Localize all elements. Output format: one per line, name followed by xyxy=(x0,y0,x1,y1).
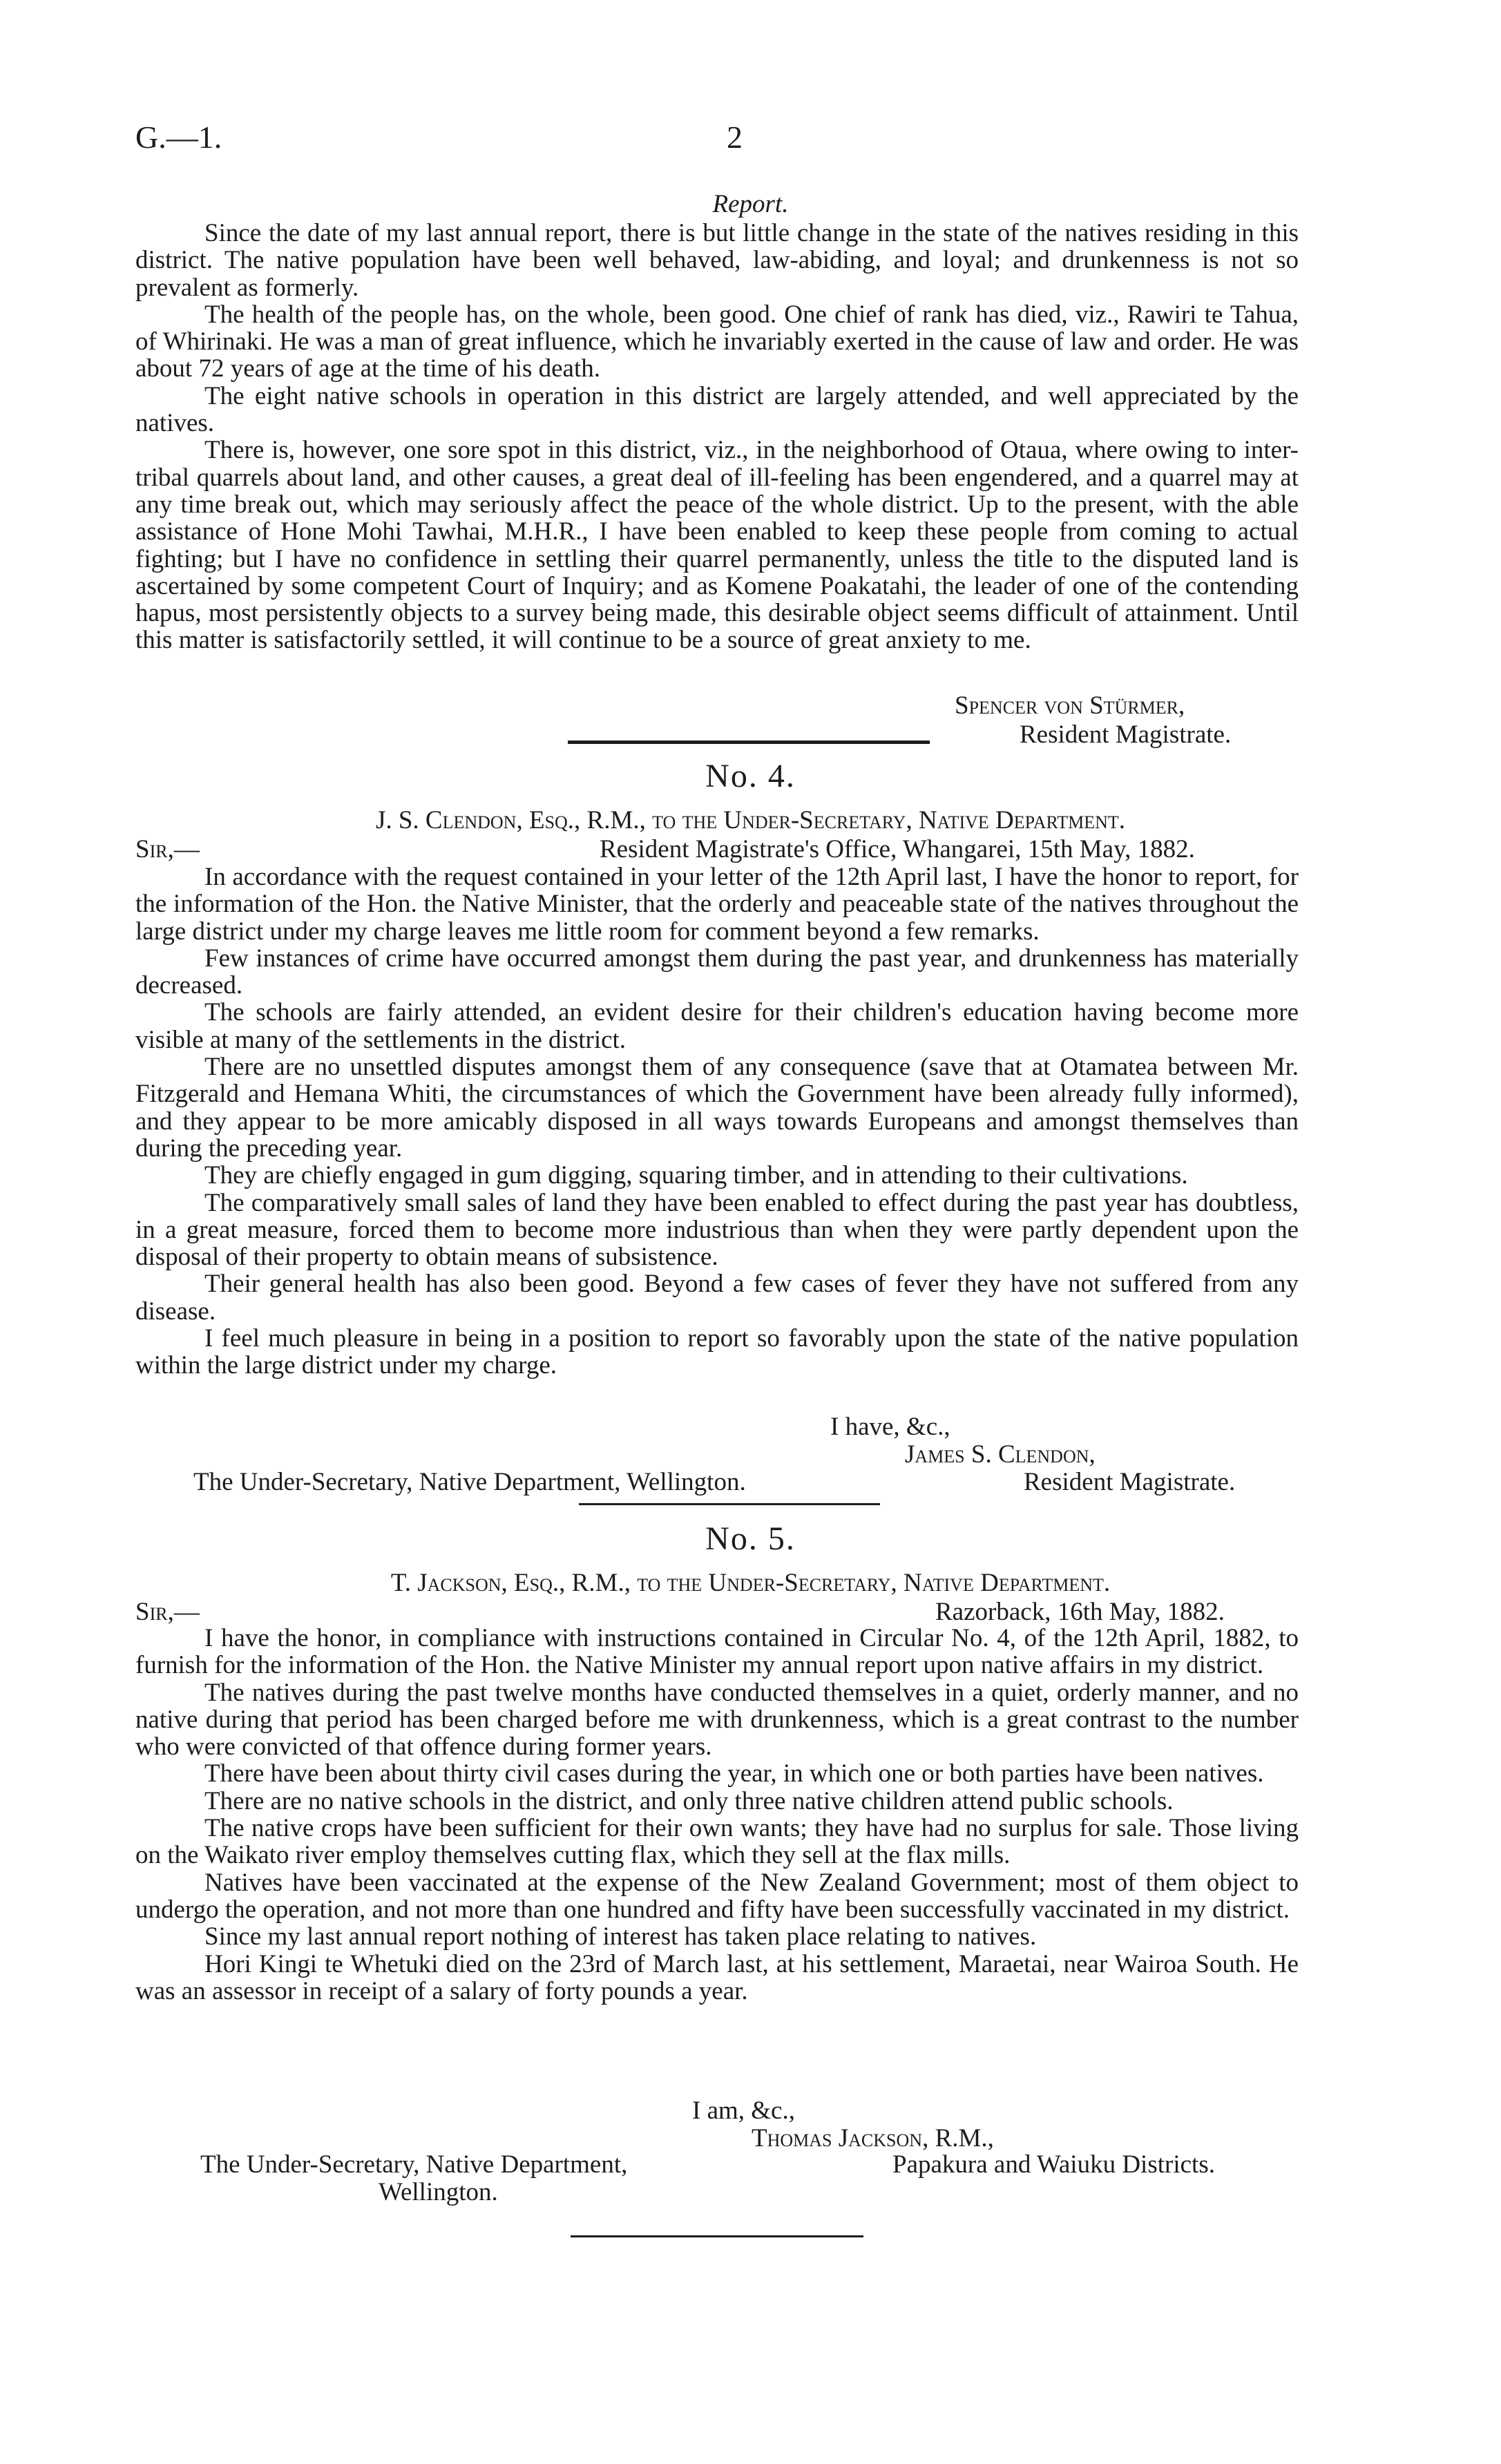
letter-paragraph: Their general health has also been good. Beyond a few cases of fever they have not suffered from any disease. xyxy=(135,1270,1299,1326)
salutation-no5: Sir,— xyxy=(135,1598,200,1626)
addressee-city-no5: Wellington. xyxy=(379,2178,498,2206)
letter-paragraph: The schools are fairly attended, an evident desire for their children's education having become more visible at many of the settlements in the district. xyxy=(135,998,1299,1054)
section-divider xyxy=(568,741,930,744)
letter-subheading-no4: J. S. Clendon, Esq., R.M., to the Under-Secretary, Native Department. xyxy=(375,806,1126,834)
report-signature-title: Resident Magistrate. xyxy=(1020,720,1232,749)
letter-heading-no5: No. 5. xyxy=(705,1520,796,1557)
addressee-no5: The Under-Secretary, Native Department, xyxy=(200,2150,628,2179)
closing-no5: I am, &c., xyxy=(692,2097,795,2125)
letter-paragraph: The comparatively small sales of land they have been enabled to effect during the past year has doubtless, in a great measure, forced them to become more industrious than when they were partly dependent upon the disposal of their property to obtain means of subsistence. xyxy=(135,1188,1299,1272)
letter-paragraph: In accordance with the request contained in your letter of the 12th April last, I have the honor to report, for the information of the Hon. the Native Minister, that the orderly and peaceable state of the natives throughout the large district under my charge leaves me little room for comment beyond a few remarks. xyxy=(135,863,1299,946)
report-paragraph: There is, however, one sore spot in this district, viz., in the neighborhood of Otaua, where owing to inter-tribal quarrels about land, and other causes, a great deal of ill-feeling has been engendered, and a quarrel may at any time break out, which may seriously affect the peace of the whole district. Up to the present, with the able assistance of Hone Mohi Tawhai, M.H.R., I have been enabled to keep these people from coming to actual fighting; but I have no confidence in settling their quarrel permanently, unless the title to the disputed land is ascertained by some competent Court of Inquiry; and as Komene Poakatahi, the leader of one of the contending hapus, most persistently objects to a survey being made, this desirable object seems difficult of attainment. Until this matter is satisfactorily settled, it will continue to be a source of great anxiety to me. xyxy=(135,436,1299,655)
addressee-no4: The Under-Secretary, Native Department, Wellington. xyxy=(193,1468,746,1496)
place-date-no4: Resident Magistrate's Office, Whangarei, 15th May, 1882. xyxy=(600,835,1195,863)
signature-title-no4: Resident Magistrate. xyxy=(1024,1468,1236,1496)
letter-paragraph: They are chiefly engaged in gum digging, squaring timber, and in attending to their cultivations. xyxy=(204,1161,1188,1190)
report-paragraph: The health of the people has, on the whole, been good. One chief of rank has died, viz., Rawiri te Tahua, of Whirinaki. He was a man of great influence, which he invariably exerted in the cause of law and order. He was about 72 years of age at the time of his death. xyxy=(135,300,1299,383)
section-divider xyxy=(571,2235,863,2237)
letter-paragraph: Hori Kingi te Whetuki died on the 23rd of March last, at his settlement, Maraetai, near Wairoa South. He was an assessor in receipt of a salary of forty pounds a year. xyxy=(135,1949,1299,2005)
signature-name-no4: James S. Clendon, xyxy=(905,1440,1096,1469)
letter-paragraph: Few instances of crime have occurred amongst them during the past year, and drunkenness has materially decreased. xyxy=(135,944,1299,1000)
letter-paragraph: There are no unsettled disputes amongst them of any consequence (save that at Otamatea between Mr. Fitzgerald and Hemana Whiti, the circumstances of which the Government have been already fully informed), and they appear to be more amicably disposed in all ways towards Europeans and amongst themselves than during the preceding year. xyxy=(135,1053,1299,1163)
salutation-no4: Sir,— xyxy=(135,835,200,863)
report-title: Report. xyxy=(712,190,789,218)
report-signature-name: Spencer von Stürmer, xyxy=(955,691,1185,720)
letter-paragraph: There have been about thirty civil cases during the year, in which one or both parties have been natives. xyxy=(204,1759,1264,1788)
letter-paragraph: Natives have been vaccinated at the expense of the New Zealand Government; most of them object to undergo the operation, and not more than one hundred and fifty have been successfully vaccinated in my district. xyxy=(135,1868,1299,1924)
signature-name-no5: Thomas Jackson, R.M., xyxy=(752,2124,994,2152)
letter-heading-no4: No. 4. xyxy=(705,758,796,794)
report-paragraph: The eight native schools in operation in this district are largely attended, and well appreciated by the natives. xyxy=(135,381,1299,438)
letter-paragraph: The native crops have been sufficient for their own wants; they have had no surplus for sale. Those living on the Waikato river employ themselves cutting flax, which they sell at the flax mills. xyxy=(135,1814,1299,1870)
letter-paragraph: The natives during the past twelve months have conducted themselves in a quiet, orderly manner, and no native during that period has been charged before me with drunkenness, which is a great contrast to the number who were convicted of that offence during former years. xyxy=(135,1678,1299,1761)
letter-paragraph: There are no native schools in the district, and only three native children attend public schools. xyxy=(204,1786,1174,1815)
closing-no4: I have, &c., xyxy=(830,1413,950,1441)
page-number: 2 xyxy=(727,120,743,155)
signature-title-no5: Papakura and Waiuku Districts. xyxy=(892,2150,1215,2179)
letter-paragraph: I feel much pleasure in being in a position to report so favorably upon the state of the native population within the large district under my charge. xyxy=(135,1324,1299,1380)
document-reference: G.—1. xyxy=(135,120,222,155)
letter-subheading-no5: T. Jackson, Esq., R.M., to the Under-Secretary, Native Department. xyxy=(390,1569,1111,1597)
place-date-no5: Razorback, 16th May, 1882. xyxy=(935,1598,1225,1626)
letter-paragraph: I have the honor, in compliance with instructions contained in Circular No. 4, of the 12th April, 1882, to furnish for the information of the Hon. the Native Minister my annual report upon native affairs in my district. xyxy=(135,1624,1299,1680)
letter-body-no5 xyxy=(135,1625,1299,2005)
letter-paragraph: Since my last annual report nothing of interest has taken place relating to natives. xyxy=(204,1922,1037,1951)
section-divider xyxy=(579,1503,880,1505)
report-body xyxy=(135,220,1299,654)
letter-body-no4 xyxy=(135,863,1299,1379)
report-paragraph: Since the date of my last annual report, there is but little change in the state of the natives residing in this district. The native population have been well behaved, law-abiding, and loyal; and drunkenness is not so prevalent as formerly. xyxy=(135,219,1299,302)
